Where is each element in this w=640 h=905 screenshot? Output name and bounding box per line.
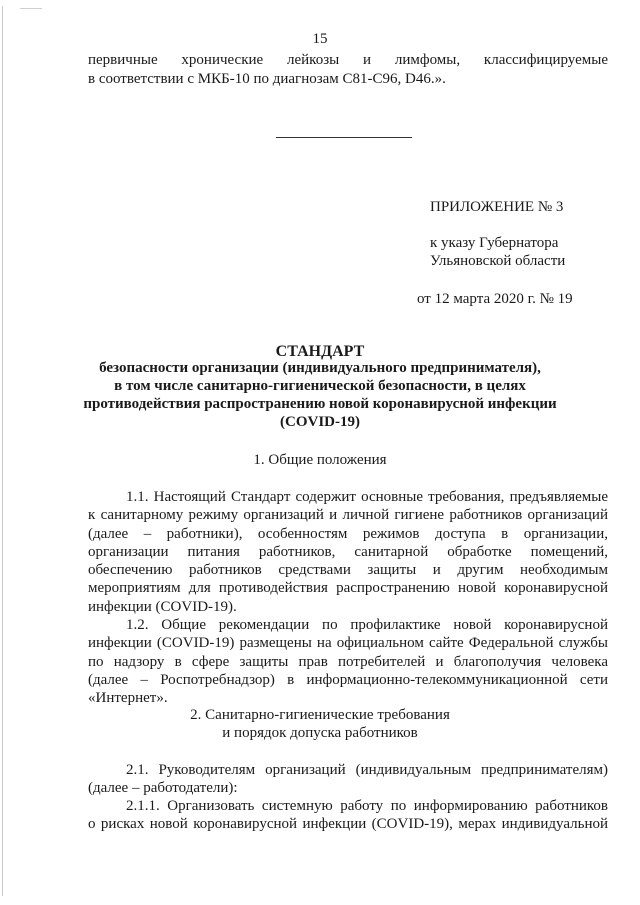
paragraph-line: инфекции (COVID-19) размещены на официальном сайте Федеральной службы xyxy=(88,635,608,652)
standard-subtitle-1: безопасности организации (индивидуального предпринимателя), xyxy=(99,360,541,376)
paragraph-line: по надзору в сфере защиты прав потребителей и благополучия человека xyxy=(88,653,608,670)
paragraph-line: 2.1.1. Организовать системную работу по информированию работников xyxy=(126,798,608,814)
continuation-line-2: в соответствии с МКБ-10 по диагнозам С81-С96, D46.». xyxy=(88,71,446,87)
paragraph-line: организации питания работников, санитарной обработке помещений, xyxy=(88,543,608,560)
scan-top-mark xyxy=(20,8,42,9)
appendix-date: от 12 марта 2020 г. № 19 xyxy=(417,291,573,307)
paragraph-line: инфекции (COVID-19). xyxy=(88,598,237,615)
appendix-line-1: к указу Губернатора xyxy=(430,235,559,251)
standard-subtitle-4: (COVID-19) xyxy=(280,414,360,430)
paragraph-line: к санитарному режиму организаций и личной гигиене работников организаций xyxy=(88,507,608,524)
paragraph-2-1 xyxy=(88,761,608,798)
paragraph-line: 1.1. Настоящий Стандарт содержит основные требования, предъявляемые xyxy=(126,489,608,505)
paragraph-line: 1.2. Общие рекомендации по профилактике новой коронавирусной xyxy=(126,617,608,633)
appendix-title: ПРИЛОЖЕНИЕ № 3 xyxy=(430,199,564,215)
section-2-title-2: и порядок допуска работников xyxy=(222,725,418,741)
continuation-line-1: первичные хронические лейкозы и лимфомы, классифицируемые xyxy=(88,52,608,68)
appendix-line-2: Ульяновской области xyxy=(430,253,566,269)
standard-subtitle-2: в том числе санитарно-гигиенической безопасности, в целях xyxy=(114,378,526,394)
separator-line xyxy=(276,137,412,138)
paragraph-line: (далее – работники), особенностям режимов доступа в организации, xyxy=(88,525,608,542)
standard-subtitle-3: противодействия распространению новой коронавирусной инфекции xyxy=(83,396,557,412)
paragraph-line: обеспечению работников средствами защиты и другим необходимым xyxy=(88,562,608,579)
section-2-title-1: 2. Санитарно-гигиенические требования xyxy=(190,707,450,723)
page-number: 15 xyxy=(312,31,328,47)
paragraph-2-1-1 xyxy=(88,797,608,834)
paragraph-line: (далее – Роспотребнадзор) в информационно-телекоммуникационной сети xyxy=(88,671,608,688)
scan-edge-line xyxy=(2,6,3,896)
paragraph-line: о рисках новой коронавирусной инфекции (COVID-19), мерах индивидуальной xyxy=(88,816,608,833)
paragraph-line: «Интернет». xyxy=(88,690,168,707)
paragraph-1-2 xyxy=(88,616,608,707)
paragraph-line: 2.1. Руководителям организаций (индивидуальным предпринимателям) xyxy=(126,762,608,778)
paragraph-1-1 xyxy=(88,488,608,616)
paragraph-line: мероприятиям для противодействия распространению новой коронавирусной xyxy=(88,580,608,597)
paragraph-line: (далее – работодатели): xyxy=(88,780,238,797)
standard-title: СТАНДАРТ xyxy=(275,343,365,360)
section-1-title: 1. Общие положения xyxy=(253,452,387,468)
